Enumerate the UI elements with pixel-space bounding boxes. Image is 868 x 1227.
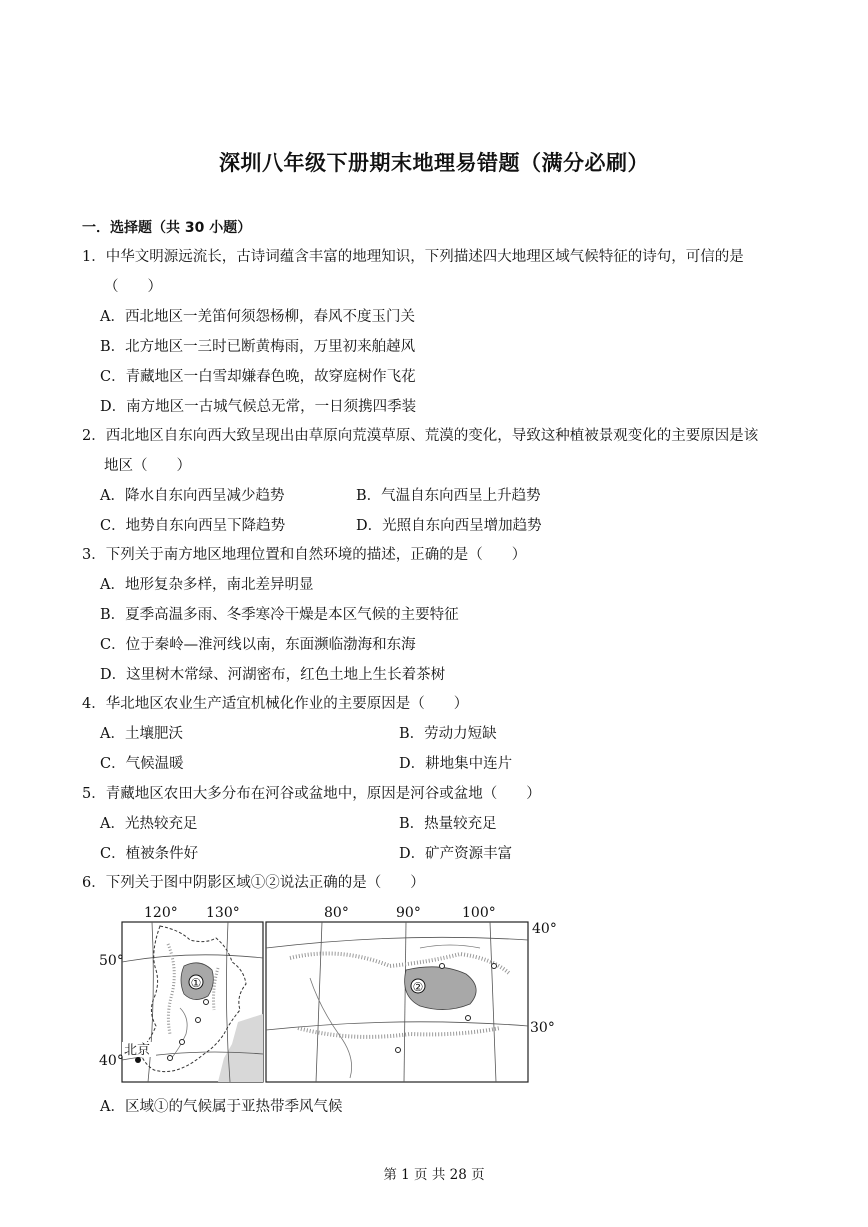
question-5-option-c: C．植被条件好 (100, 846, 199, 862)
question-4-option-a: A．土壤肥沃 (100, 726, 183, 742)
question-5-option-a: A．光热较充足 (100, 816, 198, 832)
question-2-option-c: C．地势自东向西呈下降趋势 (100, 518, 286, 534)
map-lon-label-130: 130° (206, 905, 240, 921)
question-1-stem: 1．中华文明源远流长，古诗词蕴含丰富的地理知识，下列描述四大地理区域气候特征的诗句，可信的是 (82, 249, 744, 265)
page-title: 深圳八年级下册期末地理易错题（满分必刷） (219, 151, 649, 175)
city-label-beijing: 北京 (124, 1043, 151, 1058)
section-heading: 一．选择题（共 30 小题） (82, 220, 252, 236)
map-lon-label-120: 120° (144, 905, 178, 921)
question-5-stem: 5．青藏地区农田大多分布在河谷或盆地中，原因是河谷或盆地（ ） (82, 786, 541, 802)
question-1-option-d: D．南方地区一古城气候总无常，一日须携四季装 (100, 399, 417, 415)
map-lat-label-30: 30° (530, 1020, 555, 1036)
question-2-option-a: A．降水自东向西呈减少趋势 (100, 488, 285, 504)
question-3-option-d: D．这里树木常绿、河湖密布，红色土地上生长着茶树 (100, 667, 446, 683)
question-4-stem: 4．华北地区农业生产适宜机械化作业的主要原因是（ ） (82, 696, 469, 712)
question-6-map-figure (120, 918, 532, 1086)
question-2-option-b: B．气温自东向西呈上升趋势 (356, 488, 541, 504)
map-lat-label-40: 40° (99, 1053, 124, 1069)
question-4-option-c: C．气候温暖 (100, 756, 184, 772)
question-4-option-b: B．劳动力短缺 (399, 726, 497, 742)
question-3-stem: 3．下列关于南方地区地理位置和自然环境的描述，正确的是（ ） (82, 547, 527, 563)
question-1-option-b: B．北方地区一三时已断黄梅雨，万里初来舶趠风 (100, 339, 416, 355)
map-lat-label-50: 50° (99, 953, 124, 969)
right-map (266, 922, 528, 1082)
question-1-stem-cont: （ ） (104, 279, 162, 295)
region-2-label: ② (412, 980, 424, 994)
question-2-stem: 2．西北地区自东向西大致呈现出由草原向荒漠草原、荒漠的变化，导致这种植被景观变化的主要原因是该 (82, 428, 759, 444)
question-5-option-b: B．热量较充足 (399, 816, 497, 832)
question-4-option-d: D．耕地集中连片 (399, 756, 513, 772)
question-2-stem-cont: 地区（ ） (104, 458, 191, 474)
map-lon-label-90: 90° (396, 905, 421, 921)
question-1-option-c: C．青藏地区一白雪却嫌春色晚，故穿庭树作飞花 (100, 369, 416, 385)
region-1-label: ① (190, 976, 202, 990)
question-2-option-d: D．光照自东向西呈增加趋势 (356, 518, 542, 534)
question-6-stem: 6．下列关于图中阴影区域①②说法正确的是（ ） (82, 875, 425, 891)
left-map (122, 922, 263, 1082)
question-3-option-c: C．位于秦岭—淮河线以南，东面濒临渤海和东海 (100, 637, 416, 653)
question-5-option-d: D．矿产资源丰富 (399, 846, 513, 862)
question-3-option-b: B．夏季高温多雨、冬季寒冷干燥是本区气候的主要特征 (100, 607, 459, 623)
map-lon-label-80: 80° (324, 905, 349, 921)
question-3-option-a: A．地形复杂多样，南北差异明显 (100, 577, 314, 593)
question-6-option-a: A．区域①的气候属于亚热带季风气候 (100, 1099, 343, 1115)
map-lat-label-40-right: 40° (532, 921, 557, 937)
question-1-option-a: A．西北地区一羌笛何须怨杨柳，春风不度玉门关 (100, 309, 415, 325)
map-lon-label-100: 100° (462, 905, 496, 921)
page-footer: 第 1 页 共 28 页 (383, 1167, 485, 1183)
